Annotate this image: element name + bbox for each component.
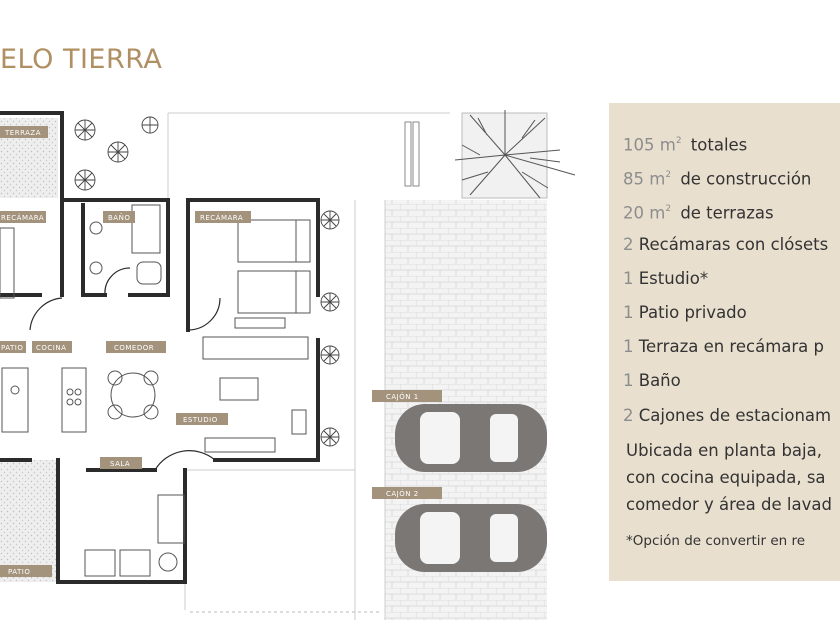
plant-icon — [75, 117, 339, 446]
description-line: con cocina equipada, sa — [626, 468, 826, 487]
label-recamara-right: RECÁMARA — [200, 214, 244, 222]
label-cajon2: CAJÓN 2 — [386, 490, 419, 498]
car-1-icon — [395, 404, 547, 472]
label-terraza: TERRAZA — [5, 129, 42, 137]
car-2-icon — [395, 504, 547, 572]
description — [626, 437, 832, 518]
spec-patio: 1 Patio privado — [623, 302, 747, 322]
spec-terrace: 1 Terraza en recámara p — [623, 337, 824, 357]
specs-list — [623, 125, 831, 433]
page-title: ELO TIERRA — [0, 44, 163, 75]
label-patio-top: PATIO — [1, 344, 24, 352]
description-line: Ubicada en planta baja, — [626, 441, 822, 460]
label-patio-bottom: PATIO — [8, 568, 31, 576]
spec-terrace-area: 20 $m^2$ de terrazas — [623, 203, 774, 223]
footnote: *Opción de convertir en re — [626, 533, 806, 549]
label-recamara-left: RECÁMARA — [1, 214, 45, 222]
spec-study: 1 Estudio* — [623, 268, 709, 288]
spec-bathroom: 1 Baño — [623, 371, 681, 391]
label-cocina: COCINA — [36, 344, 67, 352]
label-sala: SALA — [110, 460, 131, 468]
spec-total-area: 105 $m^2$ totales — [623, 135, 748, 155]
specs-panel — [609, 103, 840, 581]
label-cajon1: CAJÓN 1 — [386, 393, 419, 401]
patio-floor — [0, 460, 58, 582]
label-bano: BAÑO — [108, 214, 131, 222]
label-comedor: COMEDOR — [114, 344, 155, 352]
spec-construction-area: 85 $m^2$ de construcción — [623, 169, 812, 189]
description-line: comedor y área de lavad — [626, 495, 832, 514]
tree-icon — [455, 110, 575, 198]
spec-bedrooms: 2 Recámaras con clósets — [623, 234, 829, 254]
spec-parking: 2 Cajones de estacionam — [623, 405, 832, 425]
label-estudio: ESTUDIO — [183, 416, 218, 424]
